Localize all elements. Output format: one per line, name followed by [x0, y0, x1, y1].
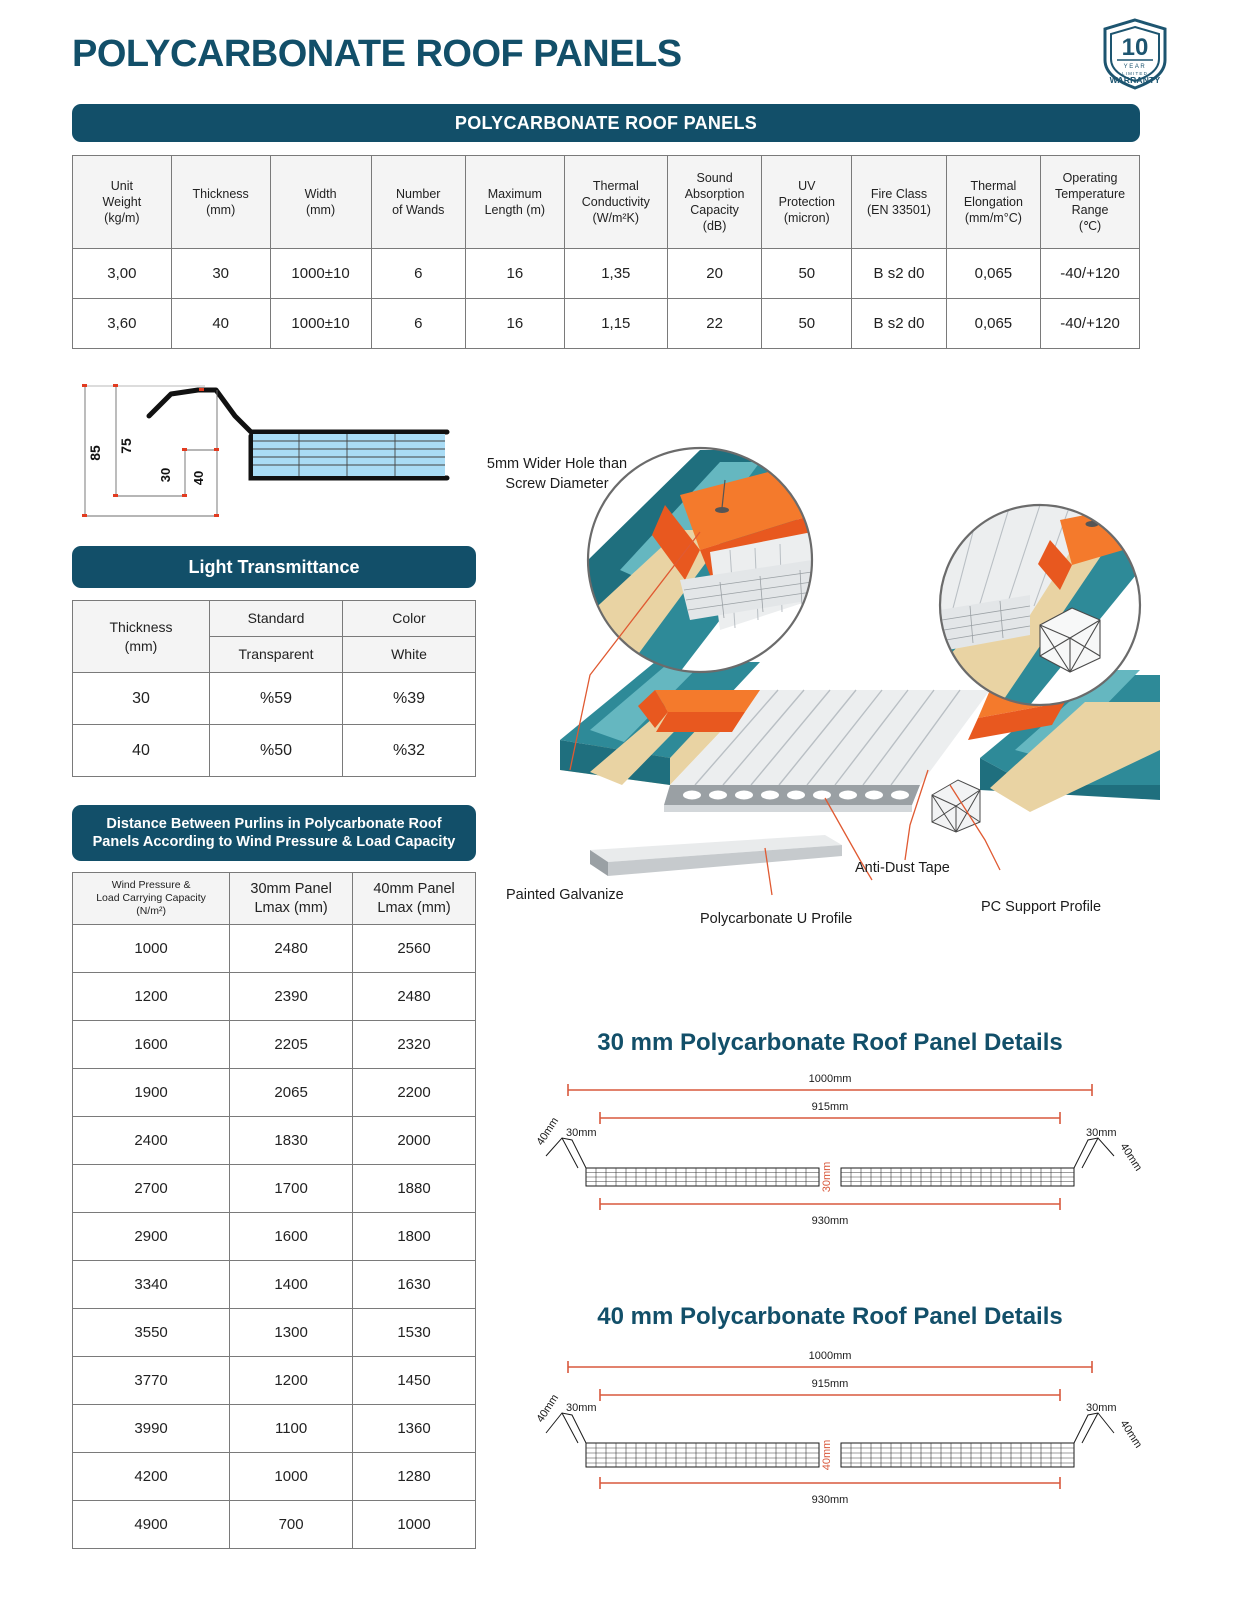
lt-th-thickness: [73, 601, 210, 673]
detail-title-30mm: 30 mm Polycarbonate Roof Panel Details: [597, 1029, 1063, 1056]
lt-header-row-1: [73, 601, 476, 637]
lt-th-standard: Standard: [210, 601, 343, 637]
hole-note-line2: Screw Diameter: [505, 475, 609, 492]
dim-30-flange-right: 30mm: [1086, 1127, 1117, 1139]
spec-cell: 1,35: [564, 249, 667, 299]
spec-cell: 6: [371, 299, 465, 349]
purlin-cell: 1000: [73, 925, 230, 973]
dim-40-edge-right: 40mm: [1117, 1418, 1145, 1451]
profile-dim-40: 40: [191, 470, 206, 486]
spec-cell: -40/+120: [1041, 249, 1140, 299]
painted-galvanize-bar: [590, 835, 842, 876]
spec-cell: 20: [667, 249, 761, 299]
dim-40-flange-left: 30mm: [566, 1402, 597, 1414]
table-row: [73, 973, 476, 1021]
purlin-cell: 1830: [230, 1117, 353, 1165]
hole-note-line1: 5mm Wider Hole than: [486, 456, 628, 472]
table-row: [73, 1213, 476, 1261]
dim-30-flange-left: 30mm: [566, 1127, 597, 1139]
table-row: [73, 1357, 476, 1405]
purlin-cell: 1880: [353, 1165, 476, 1213]
purlin-cell: 1000: [230, 1453, 353, 1501]
purlin-cell: 1630: [353, 1261, 476, 1309]
spec-cell: 3,00: [73, 249, 172, 299]
warranty-badge: [1101, 18, 1169, 92]
purlin-cell: 2480: [230, 925, 353, 973]
purlin-col-header: Wind Pressure & Load Carrying Capacity (N/m²): [73, 873, 230, 925]
purlin-cell: 2200: [353, 1069, 476, 1117]
purlin-cell: 700: [230, 1501, 353, 1549]
light-transmittance-band: Light Transmittance: [72, 546, 476, 588]
purlin-cell: 3550: [73, 1309, 230, 1357]
purlin-header-row: [73, 873, 476, 925]
lt-cell: %39: [343, 673, 476, 725]
main-band-title: POLYCARBONATE ROOF PANELS: [72, 104, 1140, 142]
purlin-cell: 1400: [230, 1261, 353, 1309]
purlin-cell: 1280: [353, 1453, 476, 1501]
lt-th-transparent: Transparent: [210, 637, 343, 673]
purlin-cell: 1100: [230, 1405, 353, 1453]
spec-header-row: [73, 156, 1140, 249]
callout-pc-support-profile: PC Support Profile: [981, 899, 1102, 915]
purlin-cell: 1200: [73, 973, 230, 1021]
table-row: [73, 925, 476, 973]
profile-dim-30: 30: [158, 467, 173, 483]
callout-painted-galvanize: Painted Galvanize: [506, 887, 624, 903]
lt-cell: %32: [343, 725, 476, 777]
panel-detail-30mm: [520, 1068, 1145, 1228]
table-row: [73, 725, 476, 777]
spec-cell: 0,065: [946, 299, 1040, 349]
lt-cell: %50: [210, 725, 343, 777]
spec-cell: 50: [762, 299, 852, 349]
purlin-col-header: 30mm Panel Lmax (mm): [230, 873, 353, 925]
spec-cell: 3,60: [73, 299, 172, 349]
purlin-cell: 1900: [73, 1069, 230, 1117]
lt-th-thickness-unit: (mm): [124, 637, 158, 654]
purlin-cell: 2390: [230, 973, 353, 1021]
dim-30-total: 1000mm: [808, 1073, 852, 1085]
spec-cell: B s2 d0: [852, 299, 946, 349]
purlin-cell: 2480: [353, 973, 476, 1021]
light-transmittance-table: [72, 600, 476, 777]
purlin-cell: 1700: [230, 1165, 353, 1213]
callout-polycarbonate-u-profile: Polycarbonate U Profile: [700, 911, 853, 927]
badge-limited: LIMITED: [1121, 71, 1149, 76]
purlin-band: [72, 805, 476, 861]
profile-dim-85: 85: [87, 445, 103, 461]
purlin-cell: 2400: [73, 1117, 230, 1165]
spec-cell: 22: [667, 299, 761, 349]
purlin-cell: 2560: [353, 925, 476, 973]
spec-col-header: Width (mm): [270, 156, 371, 249]
purlin-cell: 3770: [73, 1357, 230, 1405]
spec-cell: B s2 d0: [852, 249, 946, 299]
badge-number: 10: [1121, 34, 1149, 61]
spec-body: [73, 249, 1140, 349]
table-row: [73, 1453, 476, 1501]
purlin-cell: 2900: [73, 1213, 230, 1261]
dim-40-thickness: 40mm: [821, 1439, 833, 1471]
detail-title-40mm: 40 mm Polycarbonate Roof Panel Details: [597, 1303, 1063, 1330]
purlin-cell: 3340: [73, 1261, 230, 1309]
specification-table: [72, 155, 1140, 349]
dim-30-edge-left: 40mm: [534, 1115, 562, 1148]
purlin-body: [73, 925, 476, 1549]
purlin-cell: 1600: [230, 1213, 353, 1261]
spec-cell: 30: [171, 249, 270, 299]
lt-th-color: Color: [343, 601, 476, 637]
spec-cell: 50: [762, 249, 852, 299]
table-row: [73, 673, 476, 725]
table-row: [73, 1309, 476, 1357]
purlin-cell: 2065: [230, 1069, 353, 1117]
panel-detail-40mm: [520, 1345, 1145, 1506]
profile-dim-75: 75: [118, 438, 134, 454]
roof-assembly-illustration: [560, 440, 1160, 890]
badge-warranty: WARRANTY: [1109, 75, 1161, 85]
detail-zoom-right: [940, 495, 1140, 705]
dim-40-inner: 915mm: [811, 1378, 849, 1390]
lt-th-thickness-label: Thickness: [109, 619, 173, 636]
table-row: [73, 1165, 476, 1213]
spec-cell: 40: [171, 299, 270, 349]
purlin-cell: 1800: [353, 1213, 476, 1261]
purlin-cell: 2320: [353, 1021, 476, 1069]
spec-col-header: Thermal Conductivity (W/m²K): [564, 156, 667, 249]
spec-cell: 1000±10: [270, 299, 371, 349]
purlin-cell: 1360: [353, 1405, 476, 1453]
dim-40-total: 1000mm: [808, 1350, 852, 1362]
lt-body: [73, 673, 476, 777]
purlin-col-header: 40mm Panel Lmax (mm): [353, 873, 476, 925]
spec-col-header: Maximum Length (m): [465, 156, 564, 249]
purlin-band-line1: Distance Between Purlins in Polycarbonate Roof: [106, 815, 442, 832]
callout-anti-dust-tape: Anti-Dust Tape: [855, 860, 950, 876]
table-row: [73, 1405, 476, 1453]
lt-cell: %59: [210, 673, 343, 725]
spec-cell: 1,15: [564, 299, 667, 349]
spec-cell: -40/+120: [1041, 299, 1140, 349]
table-row: [73, 299, 1140, 349]
spec-cell: 16: [465, 299, 564, 349]
purlin-cell: 1530: [353, 1309, 476, 1357]
spec-col-header: Operating Temperature Range (℃): [1041, 156, 1140, 249]
detail-zoom-left: [588, 448, 812, 672]
dim-30-thickness: 30mm: [821, 1161, 833, 1193]
spec-cell: 6: [371, 249, 465, 299]
purlin-cell: 1000: [353, 1501, 476, 1549]
lt-cell: 40: [73, 725, 210, 777]
purlin-cell: 4900: [73, 1501, 230, 1549]
purlin-distance-table: [72, 872, 476, 1549]
purlin-cell: 1450: [353, 1357, 476, 1405]
page-title: POLYCARBONATE ROOF PANELS: [72, 33, 682, 75]
purlin-cell: 1200: [230, 1357, 353, 1405]
dim-40-flange-right: 30mm: [1086, 1402, 1117, 1414]
table-row: [73, 1501, 476, 1549]
spec-col-header: Fire Class (EN 33501): [852, 156, 946, 249]
spec-col-header: Thermal Elongation (mm/m°C): [946, 156, 1040, 249]
purlin-band-line2: Panels According to Wind Pressure & Load Capacity: [92, 834, 456, 850]
badge-year: YEAR: [1123, 64, 1147, 70]
purlin-cell: 2205: [230, 1021, 353, 1069]
spec-col-header: UV Protection (micron): [762, 156, 852, 249]
spec-col-header: Thickness (mm): [171, 156, 270, 249]
table-row: [73, 1117, 476, 1165]
dim-30-bottom: 930mm: [811, 1215, 849, 1227]
table-row: [73, 1069, 476, 1117]
dim-30-inner: 915mm: [811, 1101, 849, 1113]
spec-col-header: Unit Weight (kg/m): [73, 156, 172, 249]
table-row: [73, 1021, 476, 1069]
spec-col-header: Number of Wands: [371, 156, 465, 249]
purlin-cell: 1300: [230, 1309, 353, 1357]
purlin-cell: 2700: [73, 1165, 230, 1213]
table-row: [73, 1261, 476, 1309]
purlin-cell: 2000: [353, 1117, 476, 1165]
purlin-cell: 1600: [73, 1021, 230, 1069]
dim-40-bottom: 930mm: [811, 1494, 849, 1506]
table-row: [73, 249, 1140, 299]
dim-30-edge-right: 40mm: [1117, 1141, 1145, 1174]
lt-th-white: White: [343, 637, 476, 673]
purlin-cell: 3990: [73, 1405, 230, 1453]
dim-40-edge-left: 40mm: [534, 1392, 562, 1425]
spec-cell: 1000±10: [270, 249, 371, 299]
purlin-cell: 4200: [73, 1453, 230, 1501]
spec-col-header: Sound Absorption Capacity (dB): [667, 156, 761, 249]
spec-cell: 16: [465, 249, 564, 299]
profile-section-drawing: [75, 368, 465, 533]
lt-cell: 30: [73, 673, 210, 725]
spec-cell: 0,065: [946, 249, 1040, 299]
